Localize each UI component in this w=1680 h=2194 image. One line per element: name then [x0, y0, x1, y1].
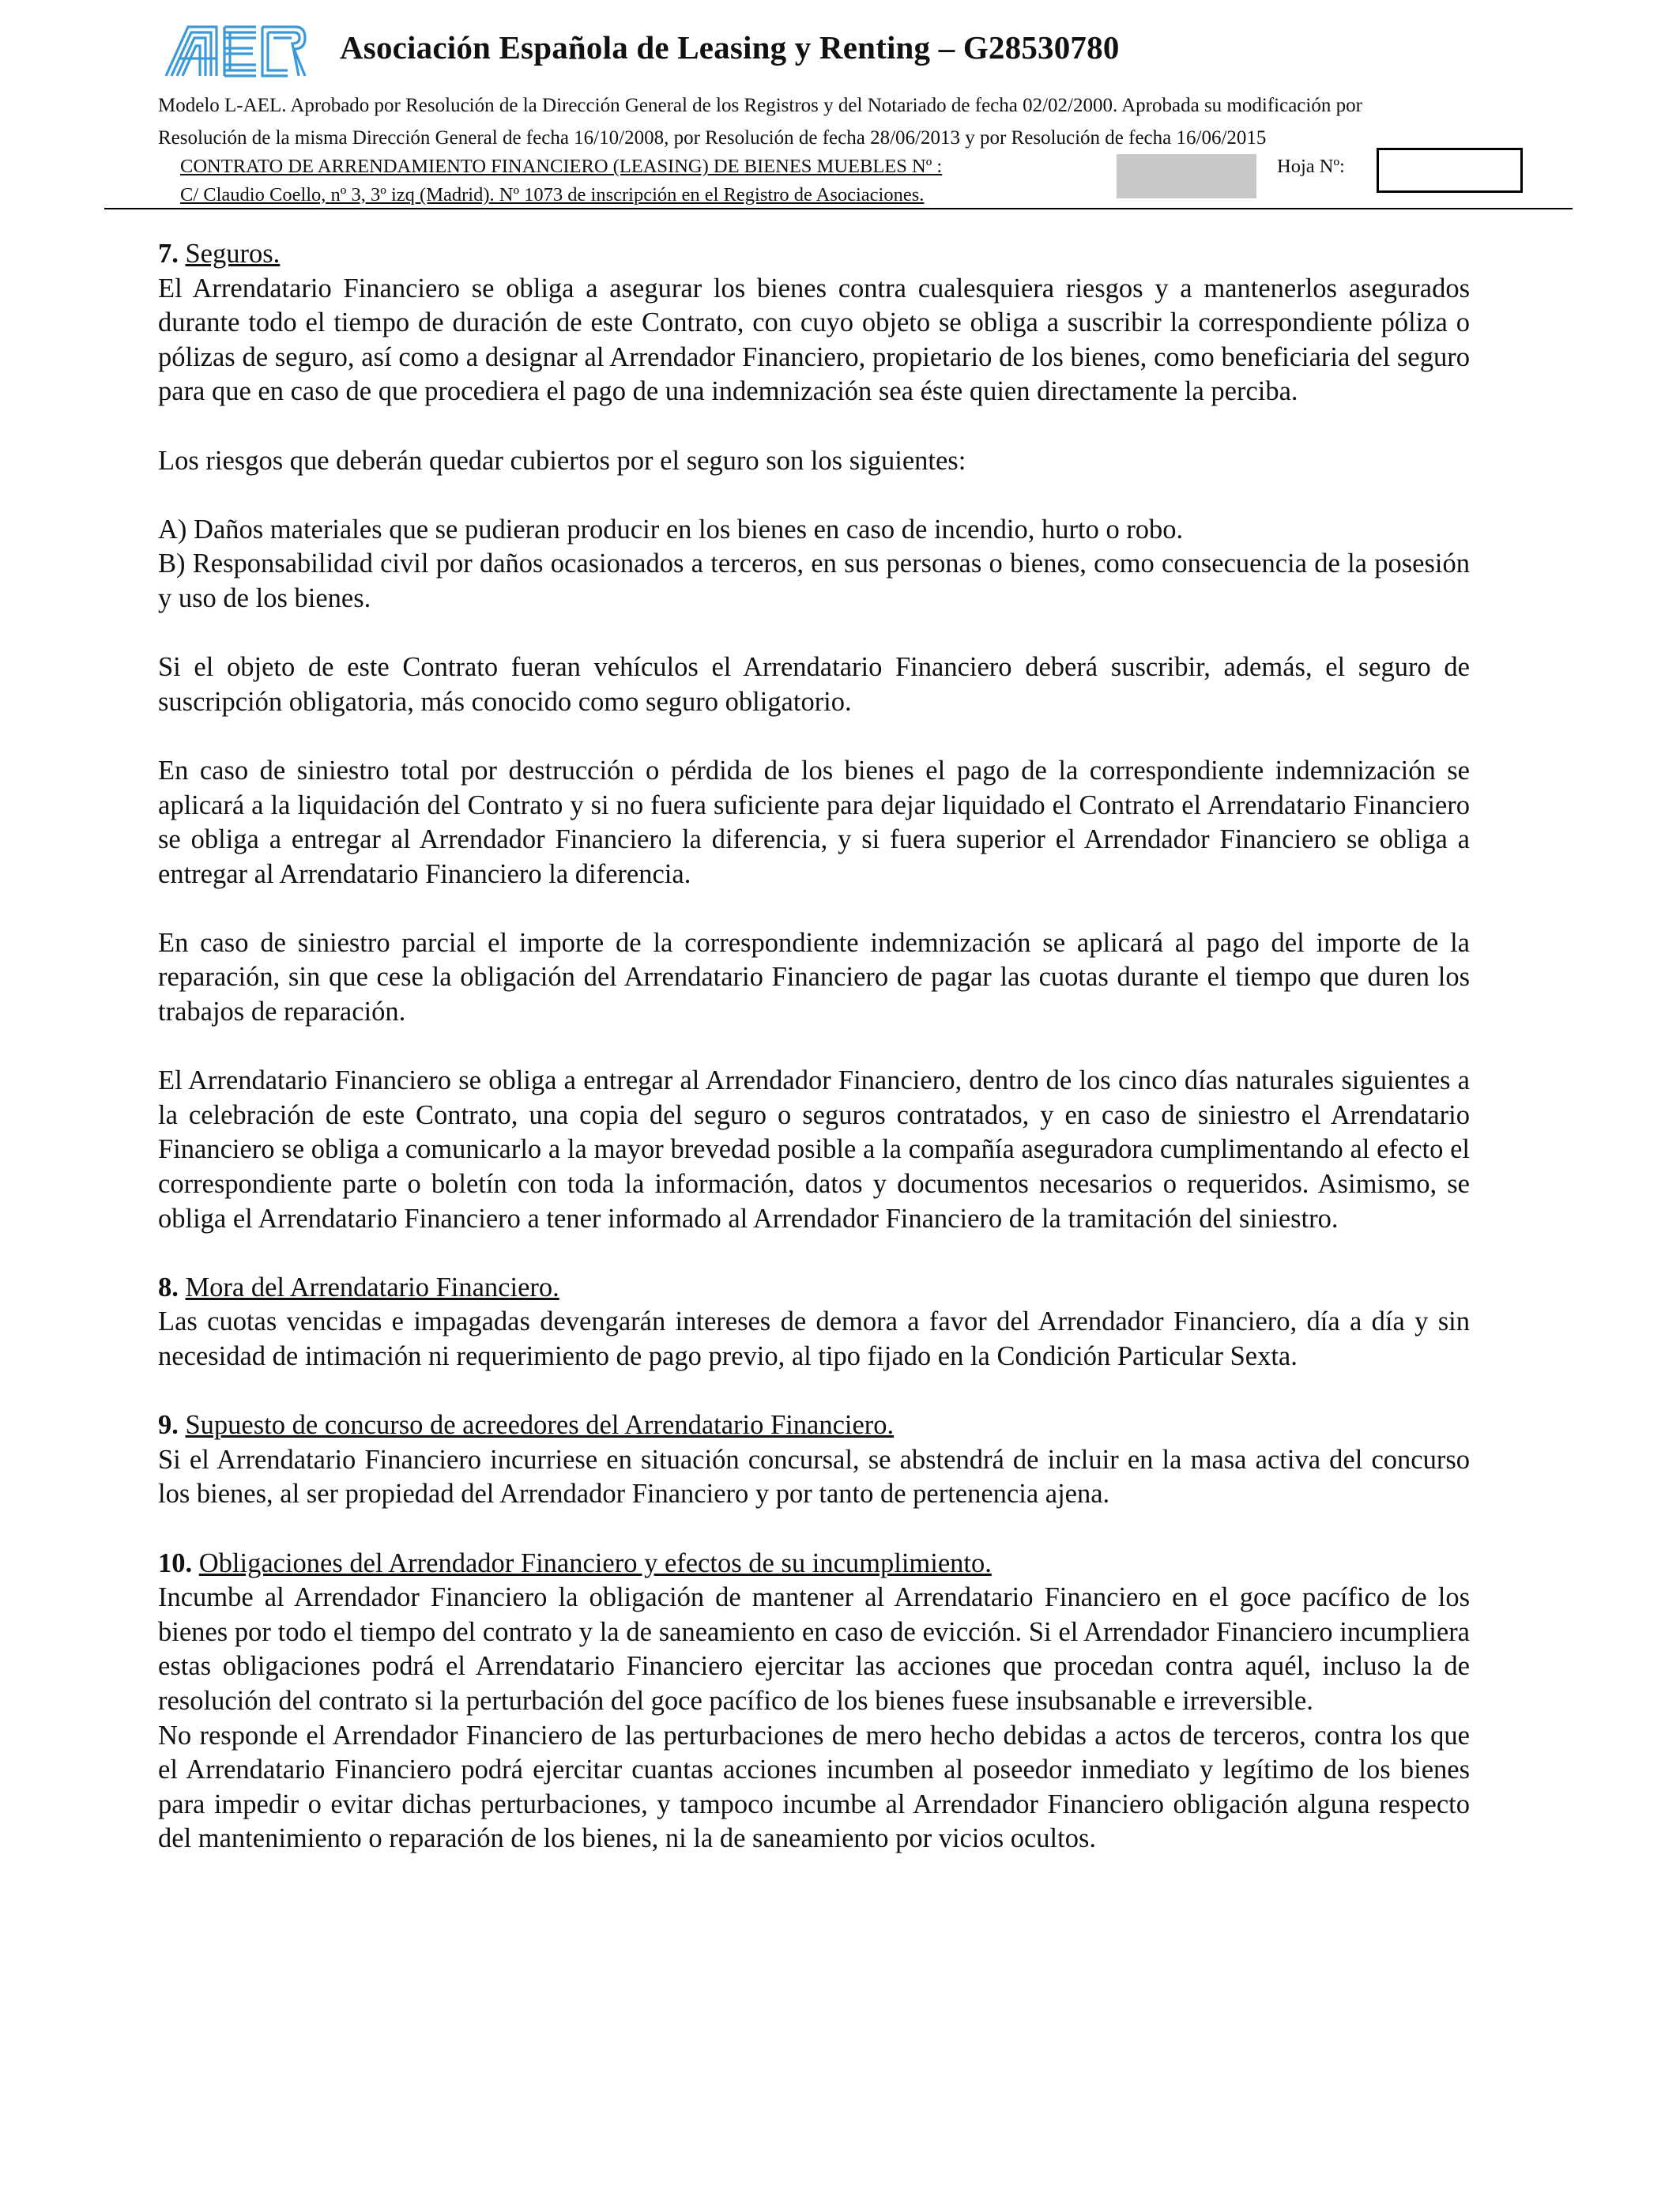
paragraph: Incumbe al Arrendador Financiero la obligación de mantener al Arrendatario Financiero en el goce pacífico de los bienes por todo el tiempo del contrato y la de saneamiento en caso de evicción. Si el Arrendador Financiero incumpliera estas obligaciones podrá el Arrendatario Financiero ejercitar las acciones que procedan contra aquél, incluso la de resolución del contrato si la perturbación del goce pacífico de los bienes fuese insubsanable e irreversible. [158, 1582, 1470, 1716]
paragraph: Si el Arrendatario Financiero incurriese en situación concursal, se abstendrá de incluir en la masa activa del concurso los bienes, al ser propiedad del Arrendador Financiero y por tanto de pertenencia ajena. [158, 1444, 1470, 1510]
paragraph: A) Daños materiales que se pudieran producir en los bienes en caso de incendio, hurto o robo. [158, 514, 1184, 545]
section-number: 10. [158, 1547, 193, 1578]
model-approval-line-1: Modelo L-AEL. Aprobado por Resolución de la Dirección General de los Registros y del Notariado de fecha 02/02/2000. Aprobada su modificación por [158, 95, 1362, 116]
paragraph: Si el objeto de este Contrato fueran vehículos el Arrendatario Financiero deberá suscribir, además, el seguro de suscripción obligatoria, más conocido como seguro obligatorio. [158, 652, 1470, 717]
paragraph: Los riesgos que deberán quedar cubiertos por el seguro son los siguientes: [158, 445, 966, 476]
model-approval-line-2: Resolución de la misma Dirección General de fecha 16/10/2008, por Resolución de fecha 28/06/2013 y por Resolución de fecha 16/06/2015 [158, 127, 1267, 149]
paragraph: Las cuotas vencidas e impagadas devengarán intereses de demora a favor del Arrendador Financiero, día a día y sin necesidad de intimación ni requerimiento de pago previo, al tipo fijado en la Condición Particular Sexta. [158, 1306, 1470, 1371]
section-heading-9 [158, 1408, 1470, 1443]
section-number: 7. [158, 239, 179, 269]
ael-logo-icon [161, 22, 308, 79]
paragraph: El Arrendatario Financiero se obliga a asegurar los bienes contra cualesquiera riesgos y a mantenerlos asegurados durante todo el tiempo de duración de este Contrato, con cuyo objeto se obliga a suscribir la correspondiente póliza o pólizas de seguro, así como a designar al Arrendador Financiero, propietario de los bienes, como beneficiaria del seguro para que en caso de que procediera el pago de una indemnización sea éste quien directamente la perciba. [158, 273, 1470, 407]
paragraph: En caso de siniestro parcial el importe de la correspondiente indemnización se aplicará al pago del importe de la reparación, sin que cese la obligación del Arrendatario Financiero de pagar las cuotas durante el tiempo que duren los trabajos de reparación. [158, 927, 1470, 1027]
paragraph: En caso de siniestro total por destrucción o pérdida de los bienes el pago de la correspondiente indemnización se aplicará a la liquidación del Contrato y si no fuera suficiente para dejar liquidado el Contrato el Arrendatario Financiero se obliga a entregar al Arrendador Financiero la diferencia, y si fuera superior el Arrendador Financiero se obliga a entregar al Arrendatario Financiero la diferencia. [158, 755, 1470, 889]
section-heading-10 [158, 1547, 1470, 1581]
section-title: Seguros. [185, 239, 281, 269]
section-title: Mora del Arrendatario Financiero. [185, 1272, 559, 1302]
section-heading-8 [158, 1271, 1470, 1306]
paragraph: B) Responsabilidad civil por daños ocasionados a terceros, en sus personas o bienes, como consecuencia de la posesión y uso de los bienes. [158, 548, 1470, 613]
section-title: Supuesto de concurso de acreedores del Arrendatario Financiero. [185, 1410, 895, 1441]
section-number: 9. [158, 1410, 179, 1441]
sheet-number-label: Hoja Nº: [1277, 156, 1345, 177]
redacted-contract-number [1117, 154, 1256, 198]
section-number: 8. [158, 1272, 179, 1302]
contract-number-label: CONTRATO DE ARRENDAMIENTO FINANCIERO (LEASING) DE BIENES MUEBLES Nº : [180, 156, 943, 177]
header-divider [104, 208, 1573, 209]
page-title: Asociación Española de Leasing y Renting – G28530780 [340, 29, 1120, 66]
paragraph: El Arrendatario Financiero se obliga a entregar al Arrendador Financiero, dentro de los cinco días naturales siguientes a la celebración de este Contrato, una copia del seguro o seguros contratados, y en caso de siniestro el Arrendatario Financiero se obliga a comunicarlo a la mayor brevedad posible a la compañía aseguradora cumplimentando al efecto el correspondiente parte o boletín con toda la información, datos y documentos necesarios o requeridos. Asimismo, se obliga el Arrendatario Financiero a tener informado al Arrendador Financiero de la tramitación del siniestro. [158, 1065, 1470, 1234]
section-title: Obligaciones del Arrendador Financiero y efectos de su incumplimiento. [198, 1547, 992, 1578]
sheet-number-box [1377, 148, 1523, 193]
contract-clauses [158, 237, 1470, 1857]
section-heading-7 [158, 237, 1470, 272]
association-address: C/ Claudio Coello, nº 3, 3º izq (Madrid). Nº 1073 de inscripción en el Registro de Asociaciones. [180, 184, 925, 205]
paragraph: No responde el Arrendador Financiero de las perturbaciones de mero hecho debidas a actos de terceros, contra los que el Arrendatario Financiero podrá ejercitar cuantas acciones incumben al poseedor inmediato y legítimo de los bienes para impedir o evitar dichas perturbaciones, y tampoco incumbe al Arrendador Financiero obligación alguna respecto del mantenimiento o reparación de los bienes, ni la de saneamiento por vicios ocultos. [158, 1720, 1470, 1854]
